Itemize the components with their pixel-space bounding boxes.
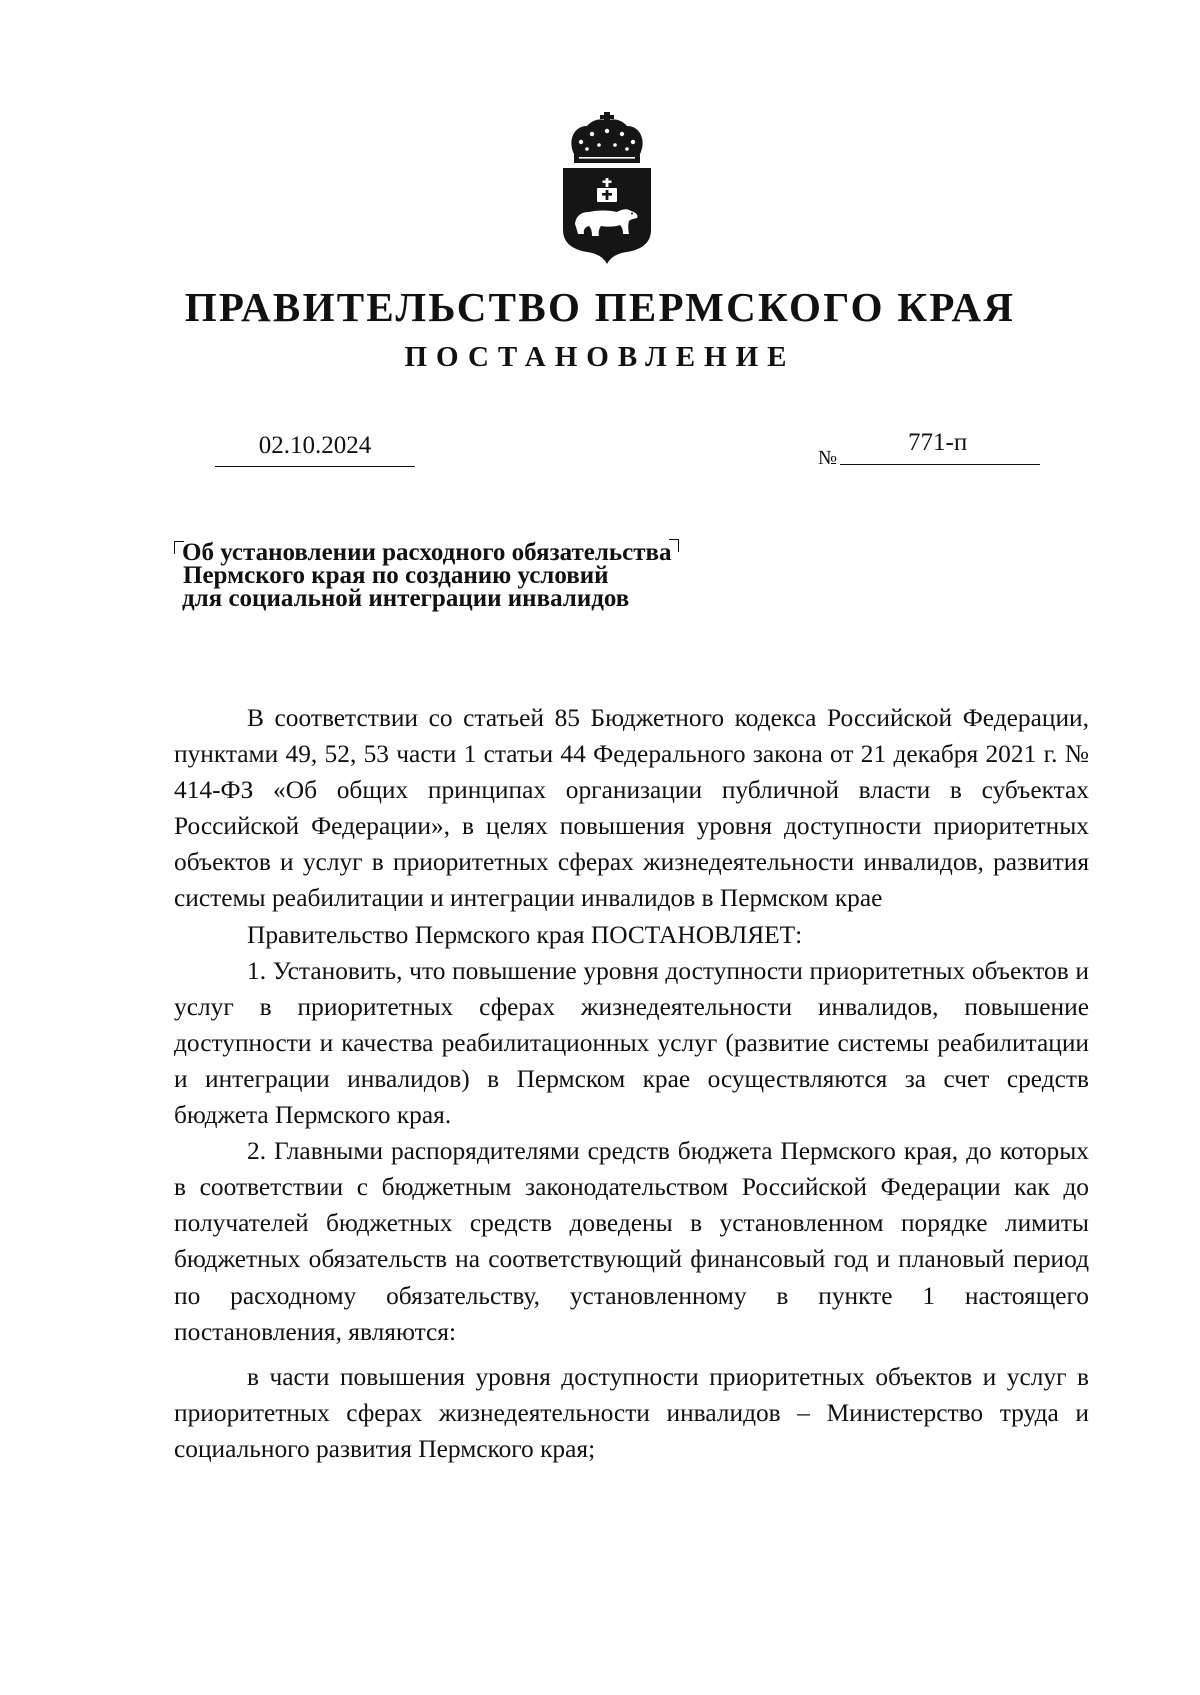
paragraph-preamble: В соответствии со статьей 85 Бюджетного кодекса Российской Федерации, пунктами 49, 52, 53 части 1 статьи 44 Федерального закона от 21 декабря 2021 г. № 414-ФЗ «Об общих принципах организации публичной власти в субъектах Российской Федерации», в целях повышения уровня доступности приоритетных объектов и услуг в приоритетных сферах жизнедеятельности инвалидов, развития системы реабилитации и интеграции инвалидов в Пермском крае bbox=[174, 704, 1089, 913]
government-title: ПРАВИТЕЛЬСТВО ПЕРМСКОГО КРАЯ bbox=[184, 284, 1016, 330]
paragraph-item-1: 1. Установить, что повышение уровня доступности приоритетных объектов и услуг в приоритетных сферах жизнедеятельности инвалидов, повышение доступности и качества реабилитационных услуг (развитие системы реабилитации и интеграции инвалидов) в Пермском крае осуществляются за счет средств бюджета Пермского края. bbox=[174, 956, 1089, 1130]
subject-line-1: Об установлении расходного обязательства bbox=[182, 539, 672, 566]
paragraph-item-2-sub: в части повышения уровня доступности приоритетных объектов и услуг в приоритетных сферах жизнедеятельности инвалидов – Министерство труда и социального развития Пермского края; bbox=[174, 1362, 1089, 1463]
subject-line-3: для социальной интеграции инвалидов bbox=[182, 585, 630, 612]
document-date: 02.10.2024 bbox=[215, 426, 415, 467]
subject-line-2: Пермского края по созданию условий bbox=[183, 562, 609, 589]
document-number: 771-п bbox=[908, 429, 968, 456]
document-number-field bbox=[840, 422, 1040, 465]
perm-krai-coat-of-arms-bear-icon bbox=[557, 112, 657, 264]
document-body bbox=[174, 700, 1089, 1467]
paragraph-item-2: 2. Главными распорядителями средств бюджета Пермского края, до которых в соответствии с бюджетным законодательством Российской Федерации как до получателей бюджетных средств доведены в установленном порядке лимиты бюджетных обязательств на соответствующий финансовый год и плановый период по расходному обязательству, установленному в пункте 1 настоящего постановления, являются: bbox=[174, 1137, 1089, 1346]
document-subject bbox=[182, 541, 671, 610]
number-sign: № bbox=[818, 447, 838, 469]
paragraph-resolves: Правительство Пермского края ПОСТАНОВЛЯЕТ: bbox=[247, 920, 803, 949]
document-type: ПОСТАНОВЛЕНИЕ bbox=[404, 341, 796, 373]
